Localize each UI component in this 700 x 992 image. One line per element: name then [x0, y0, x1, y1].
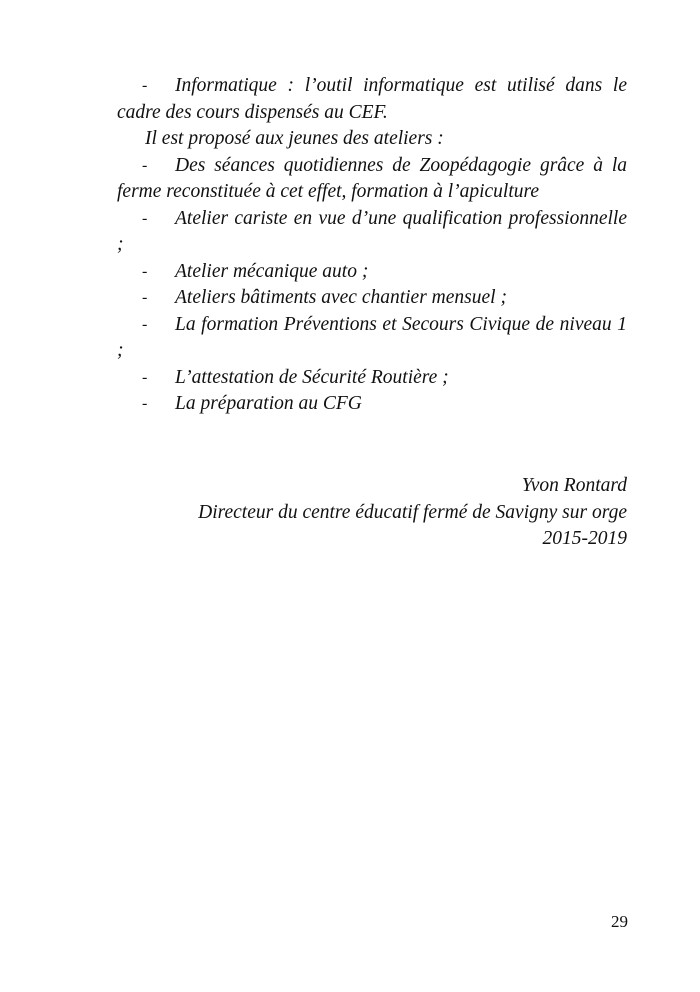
signature-block	[198, 473, 627, 553]
list-item-text: Ateliers bâtiments avec chantier mensuel ;	[175, 287, 507, 308]
signatory-title: Directeur du centre éducatif fermé de Savigny sur orge	[198, 501, 627, 523]
bullet-dash: -	[142, 368, 148, 386]
signatory-name: Yvon Rontard	[521, 475, 627, 496]
list-item-text: Informatique : l’outil informatique est utilisé dans le cadre des cours dispensés au CEF.	[117, 75, 627, 123]
bullet-dash: -	[142, 262, 148, 280]
bullet-dash: -	[142, 209, 148, 227]
bullet-dash: -	[142, 315, 148, 333]
list-item-text: Des séances quotidiennes de Zoopédagogie grâce à la ferme reconstituée à cet effet, formation à l’apiculture	[117, 154, 627, 202]
list-item-text: L’attestation de Sécurité Routière ;	[175, 366, 449, 388]
list-item-text: La formation Préventions et Secours Civique de niveau 1 ;	[117, 313, 627, 361]
list-item-text: Atelier cariste en vue d’une qualification professionnelle ;	[117, 207, 627, 255]
signatory-years: 2015-2019	[542, 528, 627, 549]
list-item	[117, 206, 627, 259]
list-item-text: La préparation au CFG	[175, 393, 362, 414]
bullet-dash: -	[142, 395, 148, 412]
list-item	[117, 391, 627, 418]
list-item	[117, 365, 627, 392]
list-item	[117, 153, 627, 206]
bullet-dash: -	[142, 289, 148, 306]
list-item	[117, 285, 627, 312]
bullet-dash: -	[142, 156, 148, 174]
intro-sentence: Il est proposé aux jeunes des ateliers :	[145, 128, 444, 149]
page-number: 29	[611, 912, 628, 931]
list-item-text: Atelier mécanique auto ;	[175, 260, 369, 282]
list-item-informatique	[117, 73, 627, 126]
list-item	[117, 312, 627, 365]
body-text	[117, 73, 627, 418]
list-item	[117, 259, 627, 286]
bullet-dash: -	[142, 77, 148, 94]
